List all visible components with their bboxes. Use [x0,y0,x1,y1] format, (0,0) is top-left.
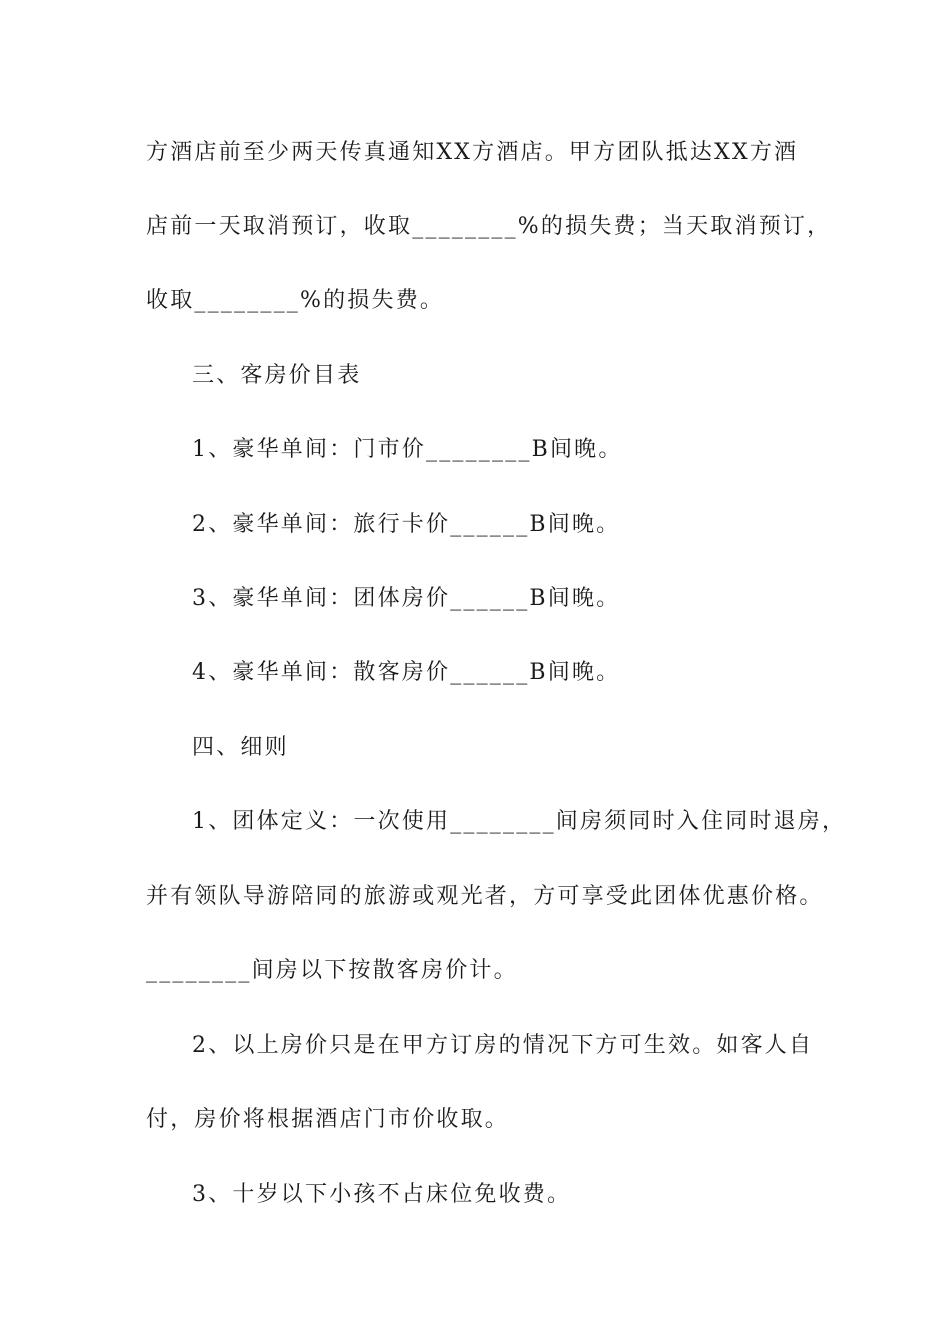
detail-1-line-2: 并有领队导游陪同的旅游或观光者，方可享受此团体优惠价格。 [146,884,824,909]
rate-item-3: 3、豪华单间：团体房价______B间晚。 [192,586,621,611]
detail-2-line-1: 2、以上房价只是在甲方订房的情况下方可生效。如客人自 [192,1033,814,1058]
section-heading-room-rates: 三、客房价目表 [192,363,362,388]
text-line-3: 收取________%的损失费。 [146,288,445,313]
text-line-1: 方酒店前至少两天传真通知XX方酒店。甲方团队抵达XX方酒 [146,140,799,165]
rate-item-2: 2、豪华单间：旅行卡价______B间晚。 [192,512,621,537]
section-heading-details: 四、细则 [192,735,289,760]
rate-item-4: 4、豪华单间：散客房价______B间晚。 [192,660,621,685]
detail-1-line-1: 1、团体定义：一次使用________间房须同时入住同时退房， [192,809,847,834]
text-line-2: 店前一天取消预订，收取________%的损失费；当天取消预订， [146,214,832,239]
rate-item-1: 1、豪华单间：门市价________B间晚。 [192,437,623,462]
detail-2-line-2: 付，房价将根据酒店门市价收取。 [146,1107,510,1132]
detail-1-line-3: ________间房以下按散客房价计。 [146,958,518,983]
detail-3-line-1: 3、十岁以下小孩不占床位免收费。 [192,1182,572,1207]
